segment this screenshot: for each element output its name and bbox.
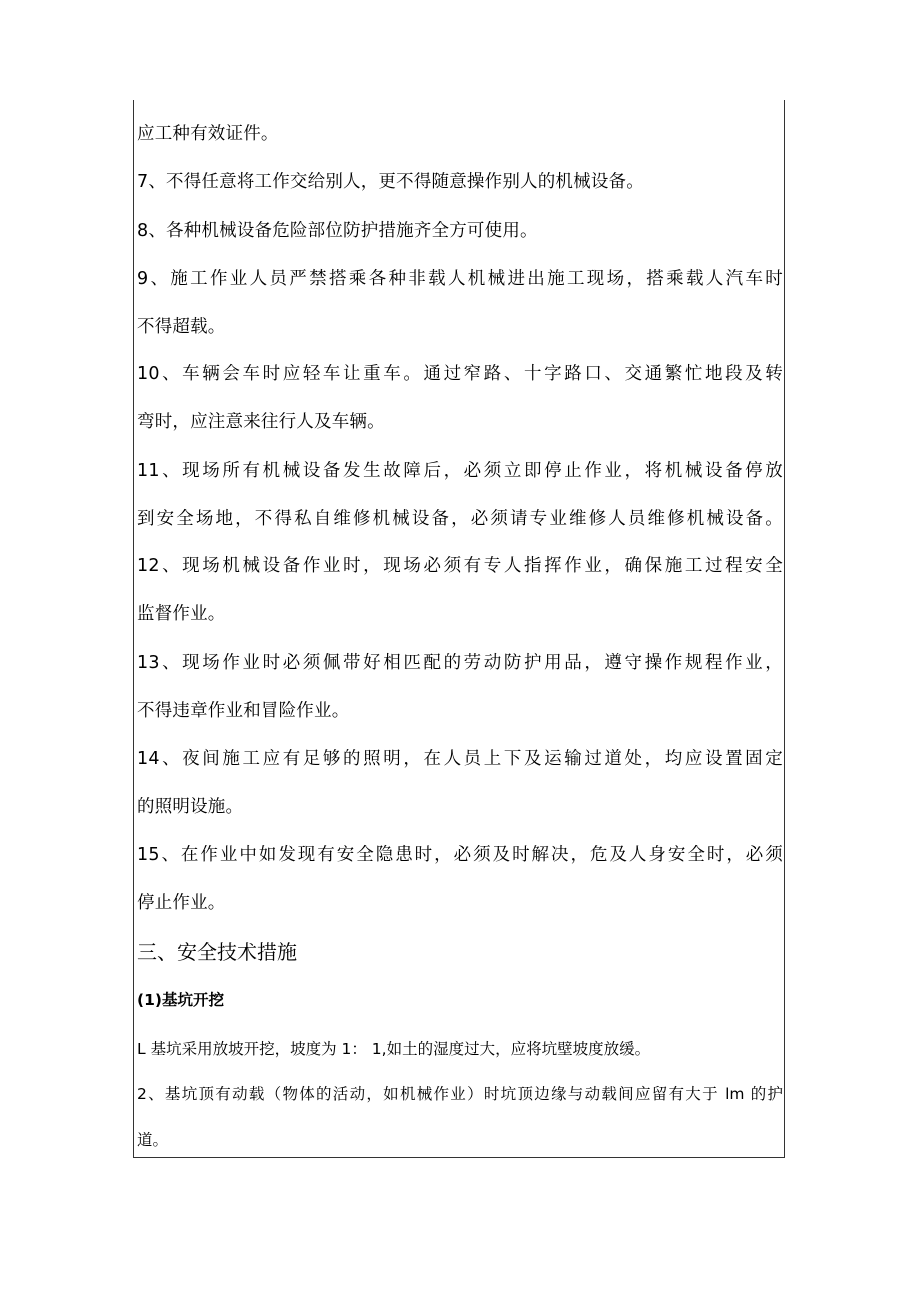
- text-line: 15、在作业中如发现有安全隐患时，必须及时解决，危及人身安全时，必须: [137, 845, 783, 865]
- text-line: 12、现场机械设备作业时，现场必须有专人指挥作业，确保施工过程安全: [137, 556, 783, 576]
- text-line: 9、施工作业人员严禁搭乘各种非载人机械进出施工现场，搭乘载人汽车时: [137, 269, 783, 289]
- text-line: 到安全场地，不得私自维修机械设备，必须请专业维修人员维修机械设备。: [137, 509, 783, 529]
- text-line: 停止作业。: [137, 893, 226, 913]
- text-line: 不得违章作业和冒险作业。: [137, 701, 350, 721]
- sub-heading: (1)基坑开挖: [137, 991, 224, 1009]
- text-line: 道。: [137, 1131, 169, 1149]
- text-line: 弯时，应注意来往行人及车辆。: [137, 412, 385, 432]
- text-line: 的照明设施。: [137, 797, 244, 817]
- text-line: 8、各种机械设备危险部位防护措施齐全方可使用。: [137, 221, 538, 241]
- text-line: 7、不得任意将工作交给别人，更不得随意操作别人的机械设备。: [137, 172, 644, 192]
- section-heading: 三、安全技术措施: [137, 940, 297, 964]
- text-line: 11、现场所有机械设备发生故障后，必须立即停止作业，将机械设备停放: [137, 461, 783, 481]
- table-cell-frame: [133, 100, 785, 1158]
- text-line: 10、车辆会车时应轻车让重车。通过窄路、十字路口、交通繁忙地段及转: [137, 364, 783, 384]
- text-line: 监督作业。: [137, 604, 226, 624]
- text-line: L 基坑采用放坡开挖，坡度为 1： 1,如土的湿度过大，应将坑壁坡度放缓。: [137, 1040, 651, 1058]
- text-line: 14、夜间施工应有足够的照明，在人员上下及运输过道处，均应设置固定: [137, 749, 783, 769]
- text-line: 应工种有效证件。: [137, 124, 279, 144]
- text-line: 13、现场作业时必须佩带好相匹配的劳动防护用品，遵守操作规程作业，: [137, 653, 783, 673]
- text-line: 2、基坑顶有动载（物体的活动，如机械作业）时坑顶边缘与动载间应留有大于 lm 的护: [137, 1085, 783, 1103]
- text-line: 不得超载。: [137, 317, 226, 337]
